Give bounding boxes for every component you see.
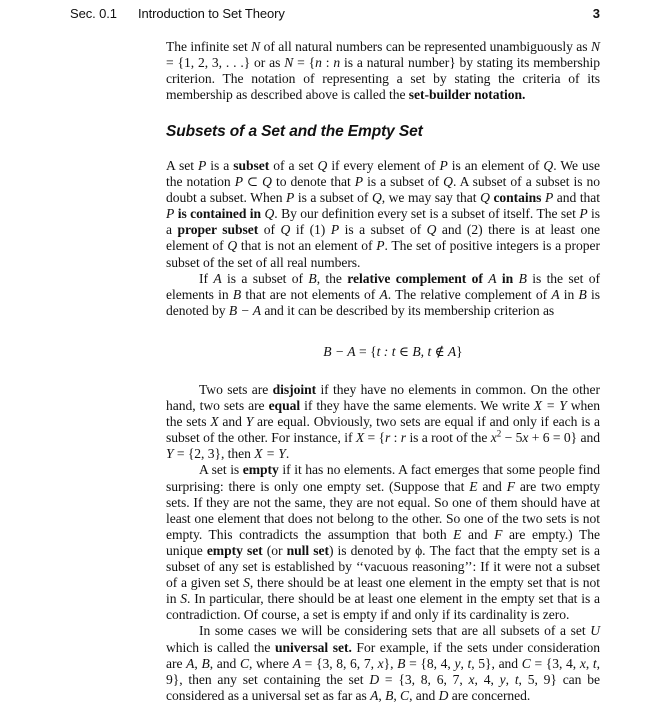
math-var: r — [385, 430, 391, 446]
defined-term: relative complement of — [347, 270, 489, 286]
text: , — [585, 655, 593, 671]
text: = {3, 8, 6, 7, — [300, 655, 378, 671]
math-var: A — [551, 286, 560, 302]
text: , — [505, 671, 515, 687]
text: = {8, 4, — [405, 655, 455, 671]
text: , — [378, 687, 386, 703]
math-var: C — [400, 687, 410, 703]
math-var: Y — [166, 446, 174, 462]
text: . The set of positive integers is a proper subset of the set of all real numbers. — [166, 238, 600, 270]
text: and — [461, 526, 495, 542]
text: is denoted by — [166, 286, 600, 318]
math-expression: P ⊂ Q — [234, 174, 272, 190]
math-var: B — [397, 655, 406, 671]
subset-paragraph — [166, 158, 600, 271]
text: . We use the notation — [166, 158, 600, 190]
math-var: x — [522, 430, 529, 446]
text: and it can be described by its membership criterion as — [260, 302, 555, 318]
text: , 4, — [474, 671, 500, 687]
text: , the — [316, 270, 348, 286]
math-var: r — [400, 430, 407, 446]
text: , we may say that — [381, 190, 481, 206]
math-var: Q — [280, 222, 291, 238]
text: that is not an element of — [237, 238, 377, 254]
defined-term: equal — [268, 398, 301, 414]
universal-set-paragraph — [166, 623, 600, 703]
text: is a subset of — [339, 222, 427, 238]
text: Two sets are — [199, 382, 273, 397]
text: of all natural numbers can be represented unambiguously as — [260, 39, 591, 54]
math-var: A — [292, 655, 301, 671]
text: . By our definition every set is a subset of itself. The set — [274, 206, 580, 222]
math-var: S — [180, 591, 188, 607]
text: , and — [209, 655, 240, 671]
text: is a — [166, 206, 601, 238]
math-var: Q — [480, 190, 490, 206]
complement-paragraph — [166, 271, 600, 319]
text: , — [194, 655, 202, 671]
math-var: S — [243, 575, 250, 591]
text: if it has no elements. A fact emerges that some people find surprising: there is only one empty set. (Suppose that — [166, 462, 600, 494]
math-var: Q — [317, 158, 328, 173]
text: in — [559, 286, 579, 302]
math-var: P — [579, 206, 588, 222]
empty-set-paragraph — [166, 462, 600, 623]
math-var: C — [521, 655, 531, 671]
disjoint-paragraph — [166, 382, 600, 462]
defined-term: empty set — [206, 542, 263, 558]
text: . A subset of a subset is no doubt a subset. When — [166, 174, 600, 206]
math-var: N — [251, 39, 261, 54]
text: is a subset of — [221, 270, 309, 286]
text: : — [390, 430, 401, 446]
math-expression: X = Y — [533, 398, 567, 414]
defined-term: proper subset — [177, 222, 259, 238]
text: are equal. Obviously, two sets are equal if and only if each is a subset of the other. For instance, if — [166, 414, 600, 446]
math-var: y — [499, 671, 506, 687]
math-var: Q — [264, 206, 275, 222]
formula-close: } — [456, 344, 463, 359]
math-var: P — [354, 174, 364, 190]
math-var: y — [454, 655, 461, 671]
math-var: P — [198, 158, 207, 173]
text: of — [258, 222, 281, 238]
math-var: A — [379, 286, 388, 302]
math-var: D — [369, 671, 380, 687]
math-expression: X = Y — [254, 446, 286, 462]
math-var: P — [330, 222, 340, 238]
defined-term: is contained in — [174, 206, 265, 222]
definitions-block — [166, 382, 600, 704]
text: is a subset of — [363, 174, 444, 190]
text: = {3, 8, 6, 7, — [379, 671, 469, 687]
math-var: A — [213, 270, 222, 286]
math-var: B — [201, 655, 210, 671]
math-var: D — [438, 687, 449, 703]
defined-term: subset — [233, 158, 270, 173]
math-var: Q — [443, 174, 453, 190]
math-var: F — [506, 478, 515, 494]
text: A set — [166, 158, 199, 173]
text: , — [393, 687, 401, 703]
text: If — [199, 270, 214, 286]
text: and — [477, 478, 507, 494]
math-var: x — [579, 655, 586, 671]
text: if they have no elements in common. On the other hand, two sets are — [166, 382, 601, 414]
text: }, — [383, 655, 398, 671]
math-var: A — [370, 687, 379, 703]
text: is a subset of — [294, 190, 372, 206]
math-var: E — [469, 478, 478, 494]
page-number: 3 — [592, 6, 600, 21]
subset-block — [166, 158, 600, 319]
text: = { — [364, 430, 386, 446]
math-var: x — [468, 671, 475, 687]
math-var: P — [166, 206, 175, 222]
defined-term: disjoint — [272, 382, 317, 397]
math-var: U — [590, 623, 600, 639]
math-expression: B − A — [228, 302, 261, 318]
text: In some cases we will be considering sets that are all subsets of a set — [199, 623, 591, 639]
math-var: n — [315, 55, 322, 71]
text: ) is denoted by ϕ. The fact that the empty set is a subset of any set is established by ‘‘vacuous reasoning’’: If it were not a subset of a given set — [166, 542, 600, 591]
display-formula — [166, 343, 600, 361]
intro-block — [166, 39, 600, 103]
text: − 5 — [501, 430, 523, 446]
math-var: B — [385, 687, 394, 703]
text: which is called the — [166, 639, 275, 655]
math-var: B — [232, 286, 242, 302]
section-number: Sec. 0.1 — [70, 6, 117, 21]
math-var: B — [308, 270, 317, 286]
math-var: A — [488, 270, 497, 286]
text: . The relative complement of — [387, 286, 552, 302]
text: , 5, 9} can be considered as a universal set as far as — [166, 671, 600, 703]
text: = {1, 2, 3, . . .} or as — [166, 55, 285, 71]
text: is a — [206, 158, 234, 173]
text: , and — [409, 687, 439, 703]
math-var: X — [355, 430, 365, 446]
math-var: B — [518, 270, 527, 286]
math-var: Q — [227, 238, 238, 254]
math-var: E — [453, 526, 462, 542]
running-head — [70, 5, 600, 23]
math-var: X — [210, 414, 219, 430]
text: are two empty sets. If they are not the same, they are not equal. So one of them should have at least one element that does not belong to the other. So one of the two sets is not empty. This contradicts the assumption that both — [166, 478, 600, 542]
math-var: Y — [245, 414, 254, 430]
text: to denote that — [271, 174, 355, 190]
math-var: P — [544, 190, 554, 206]
math-var: A — [186, 655, 195, 671]
defined-term: in — [496, 270, 519, 286]
math-var: N — [284, 55, 294, 71]
text: of a set — [269, 158, 318, 173]
text: is a natural number} by stating its membership criterion. The notation of representing a set by stating the criteria of its membership as described above is called the — [166, 55, 600, 103]
formula-lhs: B − A — [323, 344, 356, 359]
text: For example, if the sets under consideration are — [166, 639, 600, 671]
text: if (1) — [290, 222, 331, 238]
defined-term: empty — [242, 462, 279, 478]
text: = {2, 3}, then — [173, 446, 255, 462]
math-var: C — [239, 655, 249, 671]
math-var: t — [592, 655, 597, 671]
formula-body: t : t ∈ B, t ∉ A — [376, 344, 457, 359]
text: (or — [262, 542, 287, 558]
text: that are not elements of — [241, 286, 380, 302]
text: The infinite set — [166, 39, 252, 54]
math-var: n — [333, 55, 341, 71]
math-var: Q — [543, 158, 554, 173]
defined-term: universal set. — [274, 639, 352, 655]
text: : — [321, 55, 334, 71]
math-var: Q — [426, 222, 437, 238]
math-var: t — [467, 655, 472, 671]
text: + 6 = 0} and — [528, 430, 601, 446]
chapter-title: Introduction to Set Theory — [138, 6, 285, 21]
exponent: 2 — [496, 428, 502, 439]
math-var: x — [377, 655, 384, 671]
text: , 9}, then any set containing the set — [166, 655, 600, 687]
defined-term: contains — [489, 190, 545, 206]
text: . — [285, 446, 290, 462]
formula-equals: = { — [355, 344, 377, 359]
text: , — [460, 655, 468, 671]
math-var: P — [439, 158, 448, 173]
text: is a root of the — [406, 430, 491, 446]
math-var: x — [490, 430, 497, 446]
text: if they have the same elements. We write — [300, 398, 534, 414]
text: and — [218, 414, 246, 430]
text: , there should be at least one element in the empty set that is not in — [166, 575, 600, 607]
math-var: P — [376, 238, 385, 254]
text: is the set of elements in — [166, 270, 600, 302]
text: if every element of — [327, 158, 440, 173]
math-var: t — [514, 671, 519, 687]
text: is an element of — [447, 158, 544, 173]
text: A set is — [199, 462, 243, 478]
intro-paragraph — [166, 39, 600, 103]
text: , where — [249, 655, 293, 671]
defined-term: set-builder notation. — [408, 87, 526, 103]
text: when the sets — [166, 398, 600, 430]
math-var: Q — [371, 190, 382, 206]
math-var: N — [590, 39, 600, 54]
text: = { — [293, 55, 316, 71]
text: , 5}, and — [471, 655, 522, 671]
math-var: F — [494, 526, 503, 542]
text: . In particular, there should be at least one element in the empty set that is a contradiction. Of course, a set is empty if and only if its cardinality is zero. — [166, 591, 600, 623]
text: are concerned. — [448, 687, 531, 703]
text: and that — [553, 190, 601, 206]
text: and (2) there is at least one element of — [166, 222, 600, 254]
section-heading: Subsets of a Set and the Empty Set — [166, 123, 423, 140]
math-var: P — [286, 190, 295, 206]
defined-term: null set — [286, 542, 329, 558]
text: = {3, 4, — [530, 655, 580, 671]
math-var: B — [578, 286, 587, 302]
text: are empty.) The unique — [166, 526, 600, 558]
